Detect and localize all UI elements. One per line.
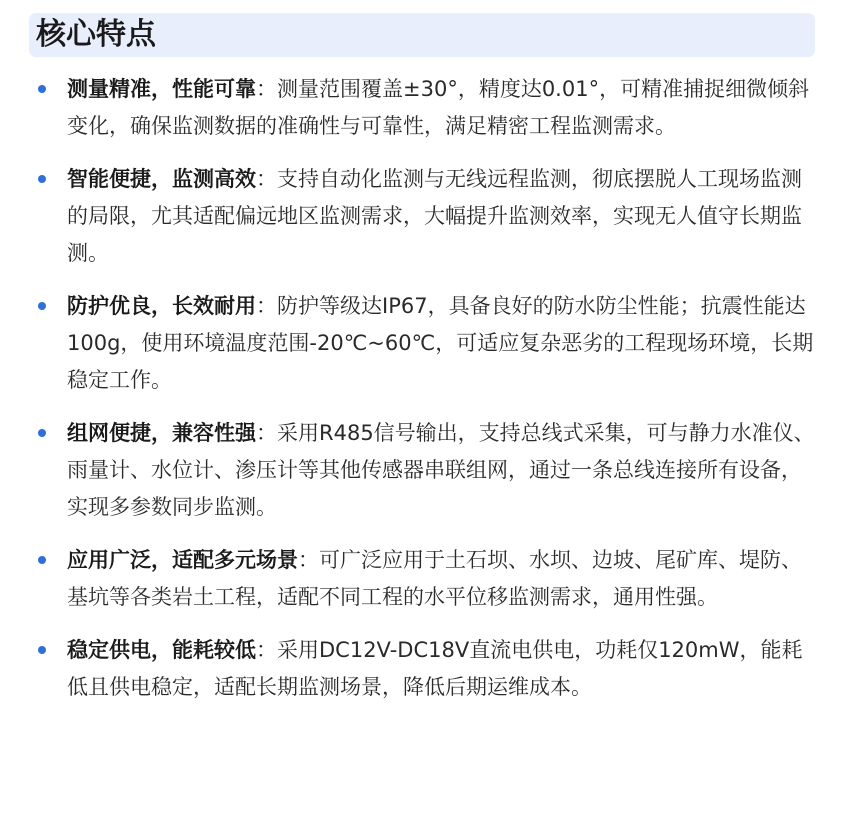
feature-title: 测量精准，性能可靠 <box>67 77 256 101</box>
feature-description: 测量范围覆盖±30°，精度达0.01°，可精准捕捉细微倾斜变化，确保监测数据的准确性与可靠性，满足精密工程监测需求。 <box>67 77 810 138</box>
bullet-dot-icon <box>38 85 46 93</box>
feature-item-power <box>38 632 818 706</box>
bullet-dot-icon <box>38 302 46 310</box>
feature-description: 采用DC12V-DC18V直流电供电，功耗仅120mW，能耗低且供电稳定，适配长期监测场景，降低后期运维成本。 <box>67 638 803 699</box>
feature-title: 智能便捷，监测高效 <box>67 167 256 191</box>
feature-description: 支持自动化监测与无线远程监测，彻底摆脱人工现场监测的局限，尤其适配偏远地区监测需求，大幅提升监测效率，实现无人值守长期监测。 <box>67 167 802 265</box>
feature-item-accuracy <box>38 71 818 145</box>
feature-title: 防护优良，长效耐用 <box>67 294 256 318</box>
feature-list <box>38 71 818 722</box>
feature-separator: ： <box>256 421 277 445</box>
feature-description: 可广泛应用于土石坝、水坝、边坡、尾矿库、堤防、基坑等各类岩土工程，适配不同工程的水平位移监测需求，通用性强。 <box>67 548 802 609</box>
feature-item-applications <box>38 542 818 616</box>
feature-separator: ： <box>256 167 277 191</box>
feature-title: 组网便捷，兼容性强 <box>67 421 256 445</box>
feature-separator: ： <box>256 638 277 662</box>
feature-separator: ： <box>256 77 277 101</box>
bullet-dot-icon <box>38 556 46 564</box>
feature-title: 应用广泛，适配多元场景 <box>67 548 298 572</box>
bullet-dot-icon <box>38 429 46 437</box>
feature-description: 防护等级达IP67，具备良好的防水防尘性能；抗震性能达100g，使用环境温度范围-20℃~60℃，可适应复杂恶劣的工程现场环境，长期稳定工作。 <box>67 294 814 392</box>
feature-item-protection <box>38 288 818 399</box>
feature-separator: ： <box>256 294 277 318</box>
section-title: 核心特点 <box>36 17 156 52</box>
bullet-dot-icon <box>38 175 46 183</box>
feature-description: 采用R485信号输出，支持总线式采集，可与静力水准仪、雨量计、水位计、渗压计等其他传感器串联组网，通过一条总线连接所有设备，实现多参数同步监测。 <box>67 421 815 519</box>
feature-separator: ： <box>298 548 319 572</box>
feature-item-smart-monitoring <box>38 161 818 272</box>
bullet-dot-icon <box>38 646 46 654</box>
section-header <box>29 13 815 57</box>
feature-item-networking <box>38 415 818 526</box>
feature-title: 稳定供电，能耗较低 <box>67 638 256 662</box>
